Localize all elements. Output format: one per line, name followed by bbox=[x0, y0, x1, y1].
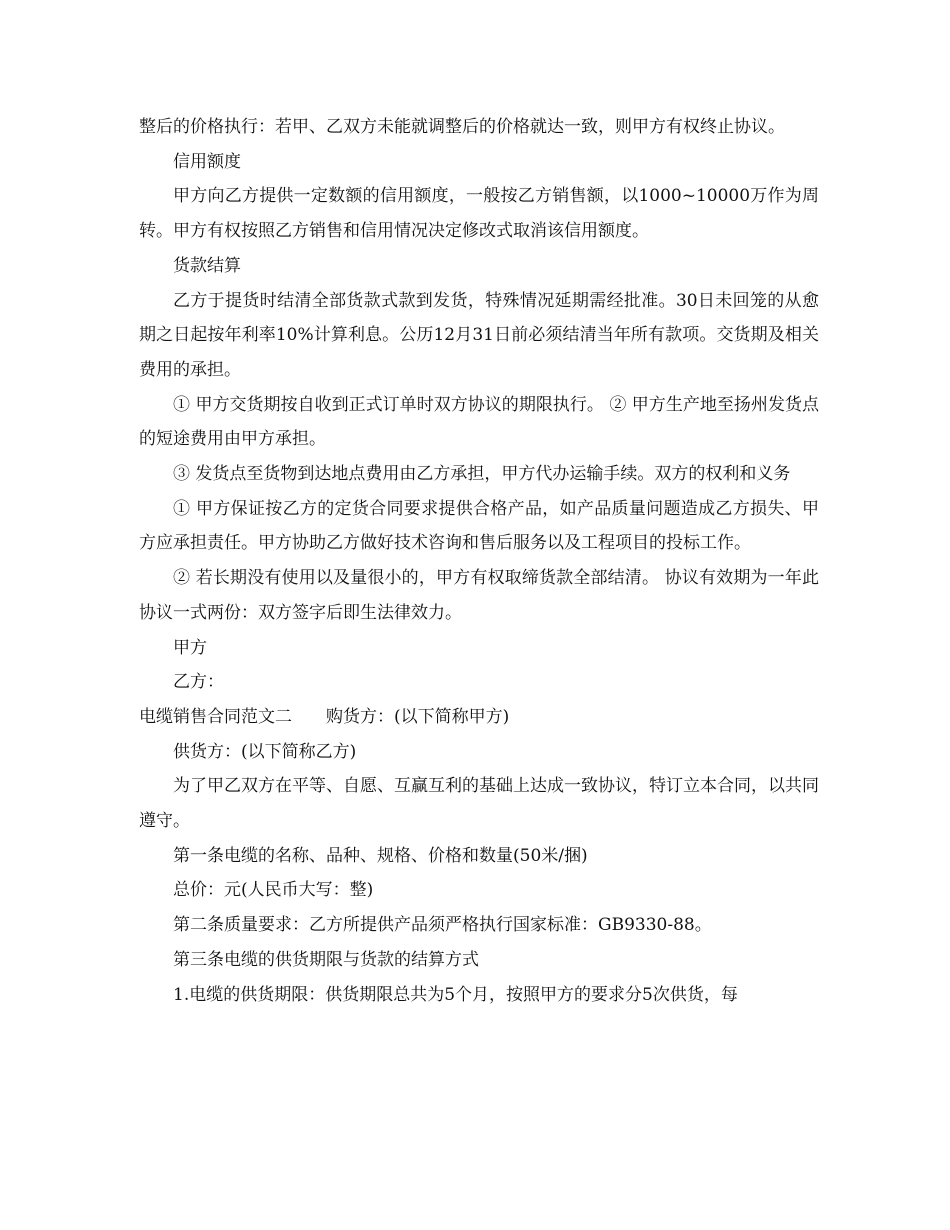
paragraph-preamble: 为了甲乙双方在平等、自愿、互赢互利的基础上达成一致协议，特订立本合同，以共同遵守。 bbox=[139, 776, 819, 832]
signature-party-a: 甲方 bbox=[173, 637, 207, 658]
paragraph-delivery-terms: ① 甲方交货期按自收到正式订单时双方协议的期限执行。 ② 甲方生产地至扬州发货点的短途费用由甲方承担。 bbox=[139, 394, 819, 450]
article-three: 第三条电缆的供货期限与货款的结算方式 bbox=[173, 949, 479, 970]
section-title-contract-two: 电缆销售合同范文二 购货方：(以下简称甲方) bbox=[139, 706, 510, 727]
heading-payment-settlement: 货款结算 bbox=[173, 255, 241, 276]
signature-party-b: 乙方： bbox=[173, 672, 224, 693]
paragraph-credit-limit: 甲方向乙方提供一定数额的信用额度，一般按乙方销售额，以1000~10000万作为周转。甲方有权按照乙方销售和信用情况决定修改式取消该信用额度。 bbox=[139, 186, 819, 242]
document-body bbox=[139, 110, 819, 1012]
paragraph-payment-settlement: 乙方于提货时结清全部货款式款到发货，特殊情况延期需经批准。30日未回笼的从愈期之日起按年利率10%计算利息。公历12月31日前必须结清当年所有款项。交货期及相关费用的承担。 bbox=[139, 290, 819, 380]
heading-credit-limit: 信用额度 bbox=[173, 151, 241, 172]
article-one: 第一条电缆的名称、品种、规格、价格和数量(50米/捆) bbox=[173, 845, 588, 866]
paragraph-supplier: 供货方：(以下简称乙方) bbox=[173, 741, 357, 762]
total-price: 总价：元(人民币大写：整) bbox=[173, 880, 374, 901]
article-three-item-one: 1.电缆的供货期限：供货期限总共为5个月，按照甲方的要求分5次供货，每 bbox=[173, 984, 738, 1005]
article-two: 第二条质量要求：乙方所提供产品须严格执行国家标准：GB9330-88。 bbox=[173, 915, 712, 936]
paragraph-shipping-costs: ③ 发货点至货物到达地点费用由乙方承担，甲方代办运输手续。双方的权利和义务 bbox=[173, 464, 791, 485]
paragraph-quality-guarantee: ① 甲方保证按乙方的定货合同要求提供合格产品，如产品质量问题造成乙方损失、甲方应承担责任。甲方协助乙方做好技术咨询和售后服务以及工程项目的投标工作。 bbox=[139, 498, 819, 554]
paragraph-validity: ② 若长期没有使用以及量很小的，甲方有权取缔货款全部结清。 协议有效期为一年此协议一式两份：双方签字后即生法律效力。 bbox=[139, 568, 819, 623]
paragraph-price-adjustment: 整后的价格执行：若甲、乙双方未能就调整后的价格就达一致，则甲方有权终止协议。 bbox=[139, 117, 785, 137]
